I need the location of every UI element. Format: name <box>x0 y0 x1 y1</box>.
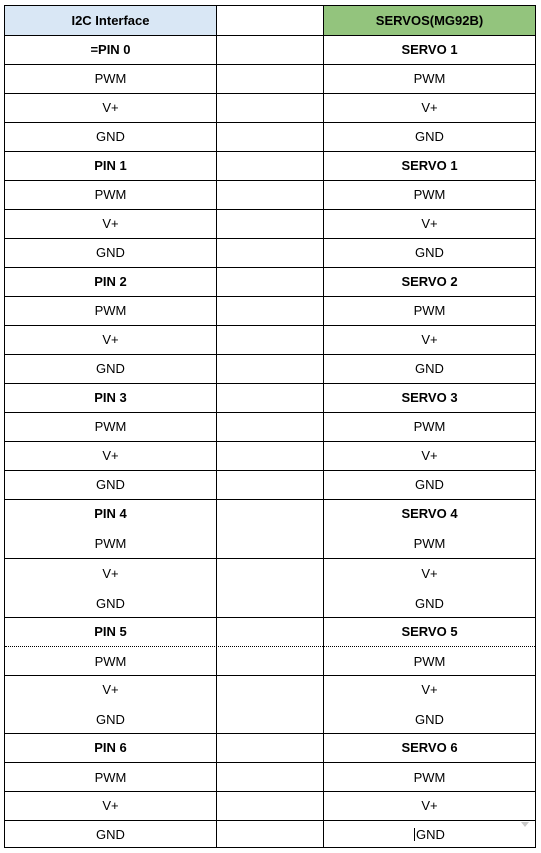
cell-servos[interactable] <box>324 151 535 180</box>
scroll-down-arrow-icon[interactable] <box>521 822 529 827</box>
table-row <box>5 820 535 849</box>
cell-empty[interactable] <box>217 209 323 238</box>
spreadsheet-table <box>4 5 536 848</box>
table-row <box>5 441 535 470</box>
table-row <box>5 325 535 354</box>
table-row <box>5 763 535 792</box>
cell-text: GND <box>415 361 444 376</box>
cell-empty[interactable] <box>217 675 323 704</box>
cell-text: GND <box>416 827 445 842</box>
cell-text: SERVO 3 <box>401 390 458 405</box>
cell-empty[interactable] <box>217 705 323 734</box>
cell-text: PWM <box>94 536 127 551</box>
cell-i2c-interface[interactable] <box>5 325 216 354</box>
cell-i2c-interface[interactable] <box>5 705 216 734</box>
cell-servos[interactable] <box>324 559 535 588</box>
cell-text: V+ <box>421 332 438 347</box>
cell-text: V+ <box>102 332 119 347</box>
cell-empty[interactable] <box>217 296 323 325</box>
cell-text: V+ <box>102 216 119 231</box>
cell-i2c-interface[interactable] <box>5 93 216 122</box>
table-row <box>5 499 535 528</box>
cell-i2c-interface[interactable] <box>5 238 216 267</box>
cell-text: GND <box>415 712 444 727</box>
cell-servos[interactable] <box>324 705 535 734</box>
cell-servos[interactable] <box>324 791 535 820</box>
cell-i2c-interface[interactable] <box>5 791 216 820</box>
table-row <box>5 791 535 820</box>
cell-servos[interactable] <box>324 354 535 383</box>
cell-empty[interactable] <box>217 589 323 618</box>
cell-empty[interactable] <box>217 647 323 676</box>
cell-text: GND <box>415 129 444 144</box>
table-row <box>5 209 535 238</box>
cell-i2c-interface[interactable] <box>5 617 216 646</box>
cell-i2c-interface[interactable] <box>5 296 216 325</box>
cell-empty[interactable] <box>217 325 323 354</box>
cell-servos[interactable] <box>324 820 535 849</box>
cell-i2c-interface[interactable] <box>5 589 216 618</box>
cell-servos[interactable] <box>324 733 535 762</box>
table-row <box>5 93 535 122</box>
cell-text: V+ <box>421 216 438 231</box>
cell-text: V+ <box>102 798 119 813</box>
cell-text: V+ <box>102 566 119 581</box>
cell-servos[interactable] <box>324 499 535 528</box>
cell-empty[interactable] <box>217 529 323 558</box>
cell-i2c-interface[interactable] <box>5 470 216 499</box>
cell-text: SERVO 1 <box>401 158 458 173</box>
cell-i2c-interface[interactable] <box>5 675 216 704</box>
table-row <box>5 617 535 646</box>
cell-i2c-interface[interactable] <box>5 412 216 441</box>
cell-servos[interactable] <box>324 589 535 618</box>
table-row <box>5 122 535 151</box>
cell-text: SERVO 5 <box>401 624 458 639</box>
cell-text: V+ <box>421 566 438 581</box>
cell-i2c-interface[interactable] <box>5 122 216 151</box>
cell-empty[interactable] <box>217 122 323 151</box>
cell-servos[interactable] <box>324 122 535 151</box>
header-label-servos: SERVOS(MG92B) <box>375 13 484 28</box>
table-row <box>5 705 535 734</box>
table-row <box>5 35 535 64</box>
cell-text: PWM <box>94 770 127 785</box>
cell-text: PWM <box>94 71 127 86</box>
header-label-i2c-interface: I2C Interface <box>71 13 150 28</box>
cell-i2c-interface[interactable] <box>5 763 216 792</box>
cell-empty[interactable] <box>217 763 323 792</box>
header-cell-empty[interactable] <box>217 6 323 35</box>
cell-i2c-interface[interactable] <box>5 267 216 296</box>
cell-empty[interactable] <box>217 64 323 93</box>
cell-i2c-interface[interactable] <box>5 647 216 676</box>
cell-text: V+ <box>421 682 438 697</box>
cell-servos[interactable] <box>324 617 535 646</box>
cell-empty[interactable] <box>217 470 323 499</box>
table-grid <box>5 6 535 847</box>
cell-text: =PIN 0 <box>90 42 131 57</box>
table-row <box>5 267 535 296</box>
text-cursor-icon <box>414 828 415 841</box>
table-row <box>5 296 535 325</box>
table-row <box>5 559 535 588</box>
cell-text: GND <box>415 477 444 492</box>
cell-text: PIN 3 <box>94 390 127 405</box>
cell-i2c-interface[interactable] <box>5 64 216 93</box>
cell-text: V+ <box>421 100 438 115</box>
table-row <box>5 589 535 618</box>
cell-empty[interactable] <box>217 151 323 180</box>
table-row <box>5 354 535 383</box>
cell-i2c-interface[interactable] <box>5 441 216 470</box>
cell-empty[interactable] <box>217 559 323 588</box>
cell-servos[interactable] <box>324 325 535 354</box>
cell-servos[interactable] <box>324 529 535 558</box>
cell-servos[interactable] <box>324 93 535 122</box>
cell-servos[interactable] <box>324 180 535 209</box>
cell-empty[interactable] <box>217 733 323 762</box>
cell-text: GND <box>96 245 125 260</box>
cell-i2c-interface[interactable] <box>5 180 216 209</box>
cell-i2c-interface[interactable] <box>5 151 216 180</box>
table-row <box>5 412 535 441</box>
cell-i2c-interface[interactable] <box>5 820 216 849</box>
cell-text: PWM <box>413 419 446 434</box>
cell-text: PIN 2 <box>94 274 127 289</box>
cell-i2c-interface[interactable] <box>5 733 216 762</box>
cell-i2c-interface[interactable] <box>5 35 216 64</box>
cell-text: V+ <box>421 448 438 463</box>
cell-text: GND <box>96 129 125 144</box>
header-cell-servos[interactable] <box>324 6 535 35</box>
cell-text: PWM <box>94 419 127 434</box>
cell-text: PWM <box>94 187 127 202</box>
cell-servos[interactable] <box>324 763 535 792</box>
cell-text: PIN 4 <box>94 506 127 521</box>
cell-i2c-interface[interactable] <box>5 354 216 383</box>
table-row <box>5 733 535 762</box>
cell-text: V+ <box>102 682 119 697</box>
cell-empty[interactable] <box>217 383 323 412</box>
header-cell-i2c-interface[interactable] <box>5 6 216 35</box>
cell-text: GND <box>96 827 125 842</box>
cell-empty[interactable] <box>217 441 323 470</box>
cell-text: SERVO 1 <box>401 42 458 57</box>
cell-empty[interactable] <box>217 820 323 849</box>
cell-text: SERVO 4 <box>401 506 458 521</box>
cell-i2c-interface[interactable] <box>5 499 216 528</box>
table-row <box>5 675 535 704</box>
cell-servos[interactable] <box>324 296 535 325</box>
cell-empty[interactable] <box>217 617 323 646</box>
table-row <box>5 470 535 499</box>
cell-servos[interactable] <box>324 441 535 470</box>
cell-text: PWM <box>413 654 446 669</box>
cell-text: PIN 6 <box>94 740 127 755</box>
cell-servos[interactable] <box>324 238 535 267</box>
table-row <box>5 180 535 209</box>
cell-text: PWM <box>413 71 446 86</box>
cell-empty[interactable] <box>217 499 323 528</box>
cell-text: GND <box>96 361 125 376</box>
cell-text: V+ <box>102 448 119 463</box>
cell-empty[interactable] <box>217 180 323 209</box>
cell-text: PWM <box>94 303 127 318</box>
cell-empty[interactable] <box>217 354 323 383</box>
table-row <box>5 647 535 676</box>
cell-text: PIN 1 <box>94 158 127 173</box>
table-row <box>5 383 535 412</box>
cell-empty[interactable] <box>217 238 323 267</box>
cell-servos[interactable] <box>324 209 535 238</box>
cell-servos[interactable] <box>324 412 535 441</box>
cell-servos[interactable] <box>324 675 535 704</box>
cell-text: GND <box>415 245 444 260</box>
cell-text: PWM <box>413 770 446 785</box>
table-row <box>5 64 535 93</box>
cell-servos[interactable] <box>324 267 535 296</box>
cell-text: SERVO 6 <box>401 740 458 755</box>
cell-text: GND <box>96 596 125 611</box>
cell-servos[interactable] <box>324 64 535 93</box>
cell-empty[interactable] <box>217 412 323 441</box>
cell-text: GND <box>96 477 125 492</box>
cell-text: GND <box>415 596 444 611</box>
header-row <box>5 6 535 35</box>
table-row <box>5 238 535 267</box>
cell-i2c-interface[interactable] <box>5 529 216 558</box>
cell-servos[interactable] <box>324 35 535 64</box>
cell-empty[interactable] <box>217 93 323 122</box>
cell-text: PWM <box>413 303 446 318</box>
cell-servos[interactable] <box>324 470 535 499</box>
cell-i2c-interface[interactable] <box>5 559 216 588</box>
cell-empty[interactable] <box>217 35 323 64</box>
table-row <box>5 529 535 558</box>
cell-text: V+ <box>421 798 438 813</box>
cell-text: GND <box>96 712 125 727</box>
cell-text: V+ <box>102 100 119 115</box>
cell-servos[interactable] <box>324 647 535 676</box>
cell-i2c-interface[interactable] <box>5 209 216 238</box>
table-row <box>5 151 535 180</box>
cell-empty[interactable] <box>217 267 323 296</box>
cell-text: PWM <box>413 187 446 202</box>
cell-text: PWM <box>94 654 127 669</box>
cell-text: PWM <box>413 536 446 551</box>
cell-empty[interactable] <box>217 791 323 820</box>
cell-text: SERVO 2 <box>401 274 458 289</box>
cell-servos[interactable] <box>324 383 535 412</box>
cell-i2c-interface[interactable] <box>5 383 216 412</box>
cell-text: PIN 5 <box>94 624 127 639</box>
